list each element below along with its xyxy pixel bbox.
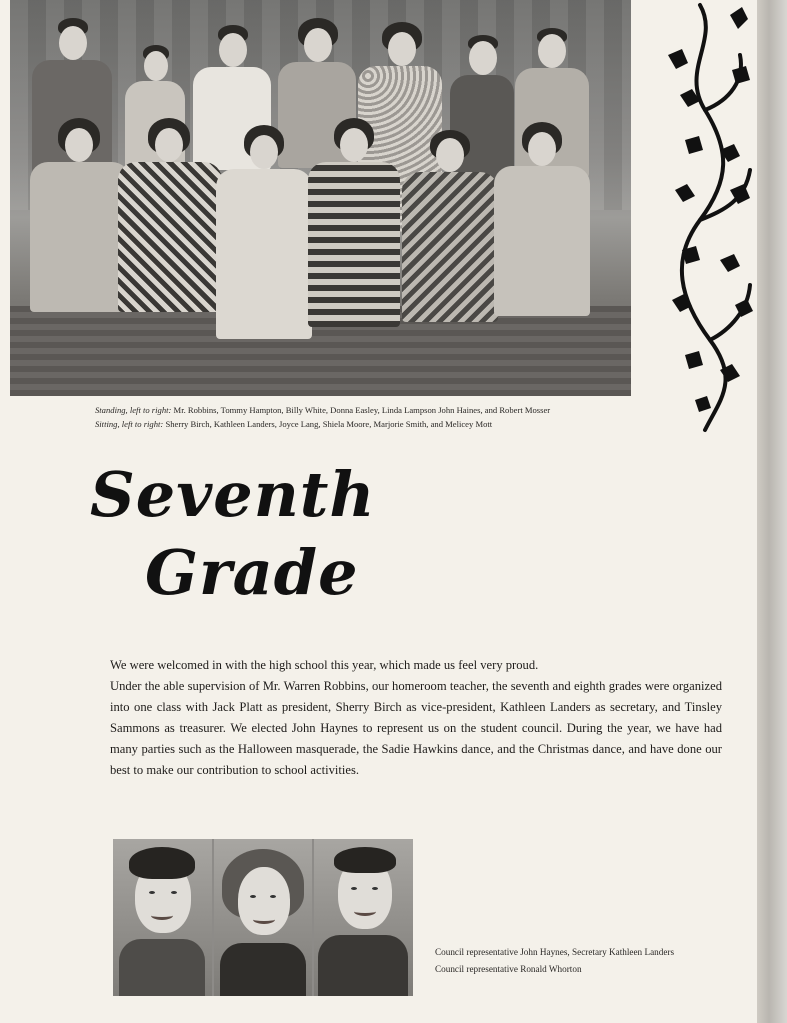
vine-ornament-icon: [660, 0, 760, 435]
paragraph-intro: We were welcomed in with the high school this year, which made us feel very proud.: [110, 658, 539, 672]
portrait-girl: [214, 839, 313, 996]
standing-label: Standing, left to right:: [95, 405, 172, 415]
page-edge: [757, 0, 787, 1023]
sitting-label: Sitting, left to right:: [95, 419, 164, 429]
group-photo-caption: [95, 403, 655, 431]
sitting-person: [494, 122, 590, 360]
title-line-2: Grade: [145, 536, 359, 609]
sitting-person: [30, 118, 130, 358]
sitting-person: [118, 118, 222, 358]
portrait-boy-1: [113, 839, 212, 996]
portrait-caption: [435, 944, 735, 978]
standing-caption: [95, 403, 655, 417]
council-portraits: [113, 839, 413, 996]
sitting-person: [216, 125, 312, 380]
sitting-person: [402, 130, 498, 360]
article-body: [110, 655, 722, 781]
paragraph-main: Under the able supervision of Mr. Warren Robbins, our homeroom teacher, the seventh and eighth grades were organized into one class with Jack Platt as president, Sherry Birch as vice-president, Kathleen Landers as secretary, and Tinsley Sammons as treasurer. We elected John Haynes to represent us on the student council. During the year, we have had many parties such as the Halloween masquerade, the Sadie Hawkins dance, and the Christmas dance, and have done our best to make our contribution to school activities.: [110, 679, 722, 777]
sitting-caption: [95, 417, 655, 431]
standing-names: Mr. Robbins, Tommy Hampton, Billy White, Donna Easley, Linda Lampson John Haines, and Robert Mosser: [173, 405, 551, 415]
sitting-names: Sherry Birch, Kathleen Landers, Joyce Lang, Shiela Moore, Marjorie Smith, and Melicey Mott: [165, 419, 493, 429]
sitting-person: [308, 118, 400, 373]
portrait-boy-2: [314, 839, 413, 996]
portrait-caption-line-2: Council representative Ronald Whorton: [435, 964, 582, 974]
class-group-photo: [10, 0, 631, 396]
title-line-1: Seventh: [90, 458, 376, 531]
portrait-caption-line-1: Council representative John Haynes, Secretary Kathleen Landers: [435, 947, 675, 957]
page-title: [90, 458, 390, 633]
